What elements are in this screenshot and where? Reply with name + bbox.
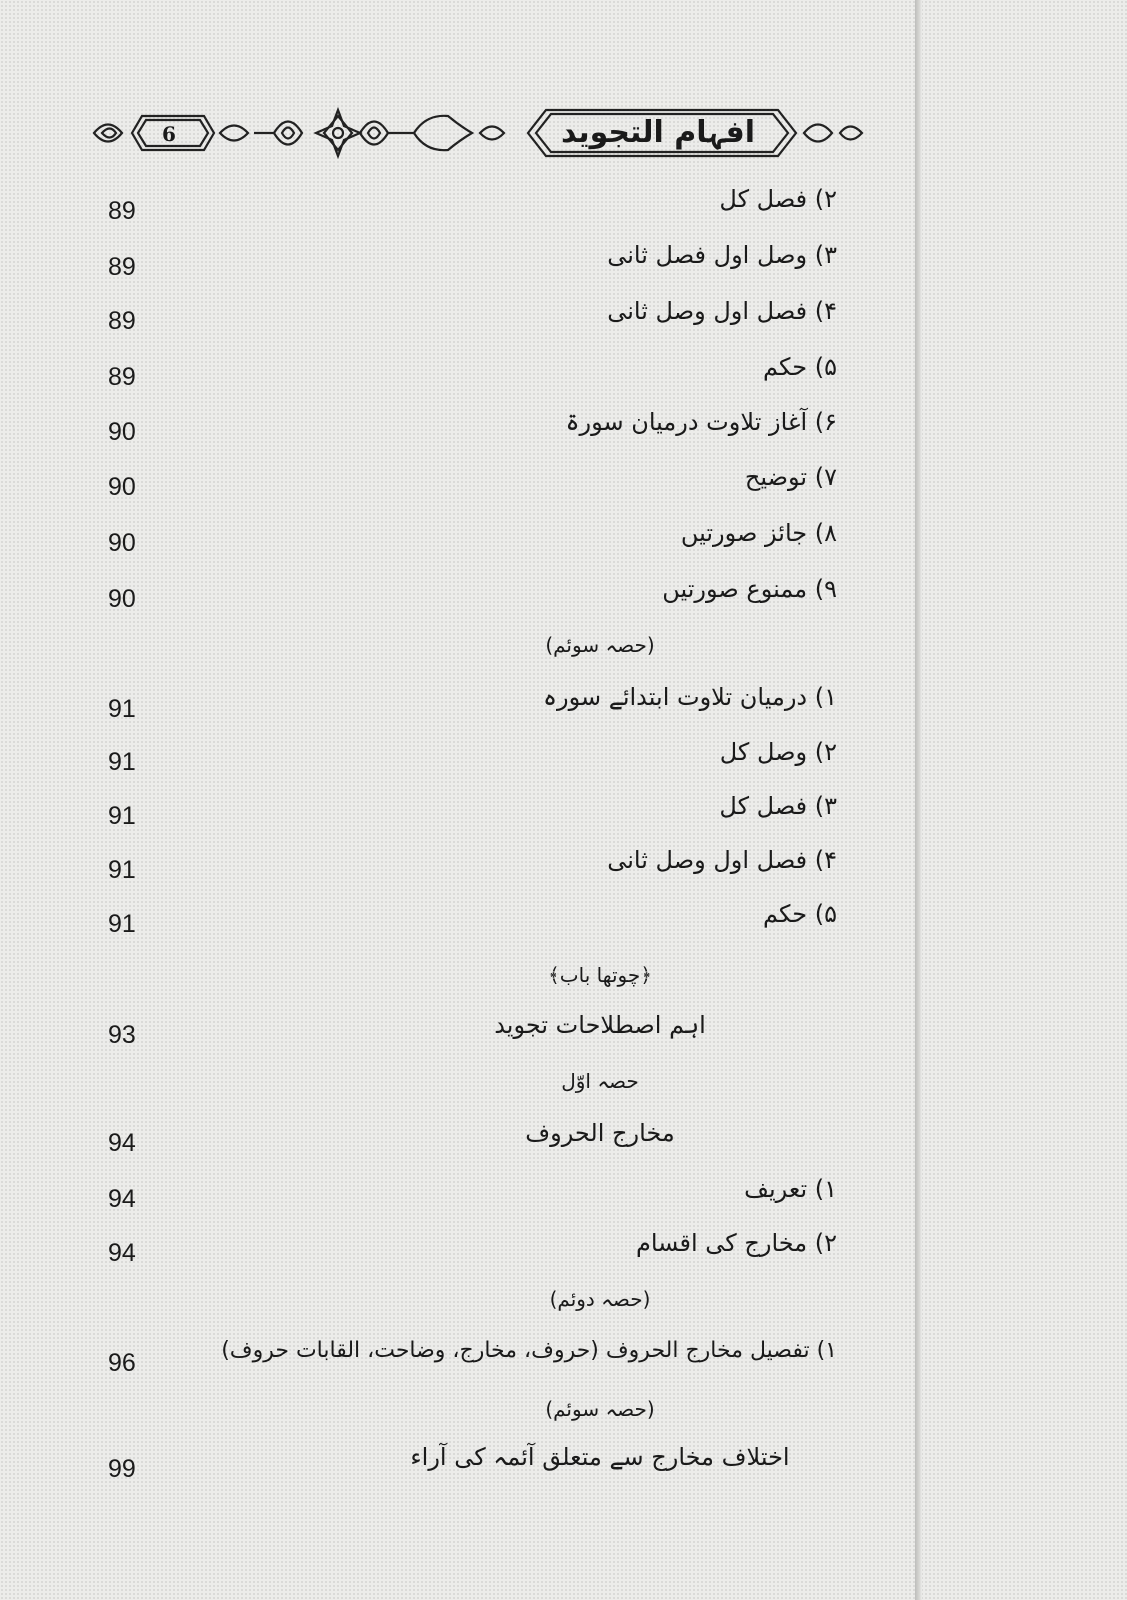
toc-page-number: 94 [108, 1185, 136, 1213]
toc-entry [0, 735, 1127, 791]
section-heading-text: حصہ اوّل [561, 1069, 639, 1093]
toc-entry [0, 843, 1127, 899]
page-number: 6 [162, 122, 176, 146]
section-heading-text: (حصہ سوئم) [545, 1397, 655, 1421]
toc-page-number: 91 [108, 695, 136, 723]
toc-entry-text: ۵) حکم [763, 900, 837, 928]
toc-entry [0, 516, 1127, 572]
toc-entry [0, 238, 1127, 294]
toc-entry-text: ۳) وصل اول فصل ثانی [607, 241, 837, 269]
toc-entry [0, 897, 1127, 953]
toc-page-number: 89 [108, 197, 136, 225]
toc-entry [0, 182, 1127, 238]
toc-page-number: 91 [108, 856, 136, 884]
section-heading [0, 628, 1127, 684]
toc-entry [0, 350, 1127, 406]
toc-page-number: 89 [108, 307, 136, 335]
toc-page-number: 99 [108, 1455, 136, 1483]
toc-entry-text: ۶) آغاز تلاوت درمیان سورۃ [565, 408, 837, 436]
toc-entry [0, 789, 1127, 845]
toc-page-number: 90 [108, 585, 136, 613]
toc-entry [0, 1116, 1127, 1172]
toc-entry [0, 572, 1127, 628]
toc-entry-text: ۱) تعریف [744, 1175, 837, 1203]
toc-page-number: 96 [108, 1349, 136, 1377]
toc-page-number: 94 [108, 1239, 136, 1267]
book-title: افہام التجوید [560, 115, 756, 150]
toc-page-number: 91 [108, 802, 136, 830]
toc-entry-text: ۸) جائز صورتیں [680, 519, 837, 547]
toc-entry [0, 1334, 1127, 1390]
toc-entry-text: ۲) مخارج کی اقسام [635, 1229, 837, 1257]
toc-entry-text: اختلاف مخارج سے متعلق آئمہ کی آراء [410, 1443, 790, 1471]
toc-entry-text: ۳) فصل کل [719, 792, 837, 820]
toc-page-number: 93 [108, 1021, 136, 1049]
toc-entry-text: ۲) فصل کل [719, 185, 837, 213]
toc-page-number: 91 [108, 910, 136, 938]
toc-entry-text: ۱) درمیان تلاوت ابتدائے سورہ [542, 683, 837, 711]
toc-entry-text: ۴) فصل اول وصل ثانی [607, 297, 837, 325]
toc-entry-text: ۵) حکم [763, 353, 837, 381]
toc-entry-text: ۷) توضیح [744, 463, 837, 491]
toc-page-number: 90 [108, 473, 136, 501]
toc-entry [0, 1172, 1127, 1228]
toc-entry [0, 460, 1127, 516]
section-heading-text: (حصہ دوئم) [549, 1287, 651, 1311]
toc-entry-text: ۱) تفصیل مخارج الحروف (حروف، مخارج، وضاحت، القابات حروف) [221, 1338, 837, 1363]
toc-entry [0, 1440, 1127, 1496]
toc-page-number: 90 [108, 529, 136, 557]
toc-entry [0, 1008, 1127, 1064]
toc-entry-text: مخارج الحروف [525, 1119, 675, 1147]
chapter-heading-text: ﴿چوتھا باب﴾ [548, 963, 652, 987]
toc-entry [0, 680, 1127, 736]
section-heading-text: (حصہ سوئم) [545, 633, 655, 657]
toc-page-number: 94 [108, 1129, 136, 1157]
toc-page-number: 89 [108, 363, 136, 391]
toc-entry-text: اہم اصطلاحات تجوید [494, 1011, 706, 1039]
toc-page-number: 90 [108, 418, 136, 446]
toc-page-number: 91 [108, 748, 136, 776]
toc-entry [0, 405, 1127, 461]
toc-page-number: 89 [108, 253, 136, 281]
toc-entry [0, 1226, 1127, 1282]
toc-entry-text: ۲) وصل کل [719, 738, 837, 766]
chapter-heading [0, 958, 1127, 1014]
toc-entry-text: ۹) ممنوع صورتیں [662, 575, 837, 603]
section-heading [0, 1282, 1127, 1338]
toc-entry [0, 294, 1127, 350]
toc-entry-text: ۴) فصل اول وصل ثانی [607, 846, 837, 874]
section-heading [0, 1064, 1127, 1120]
